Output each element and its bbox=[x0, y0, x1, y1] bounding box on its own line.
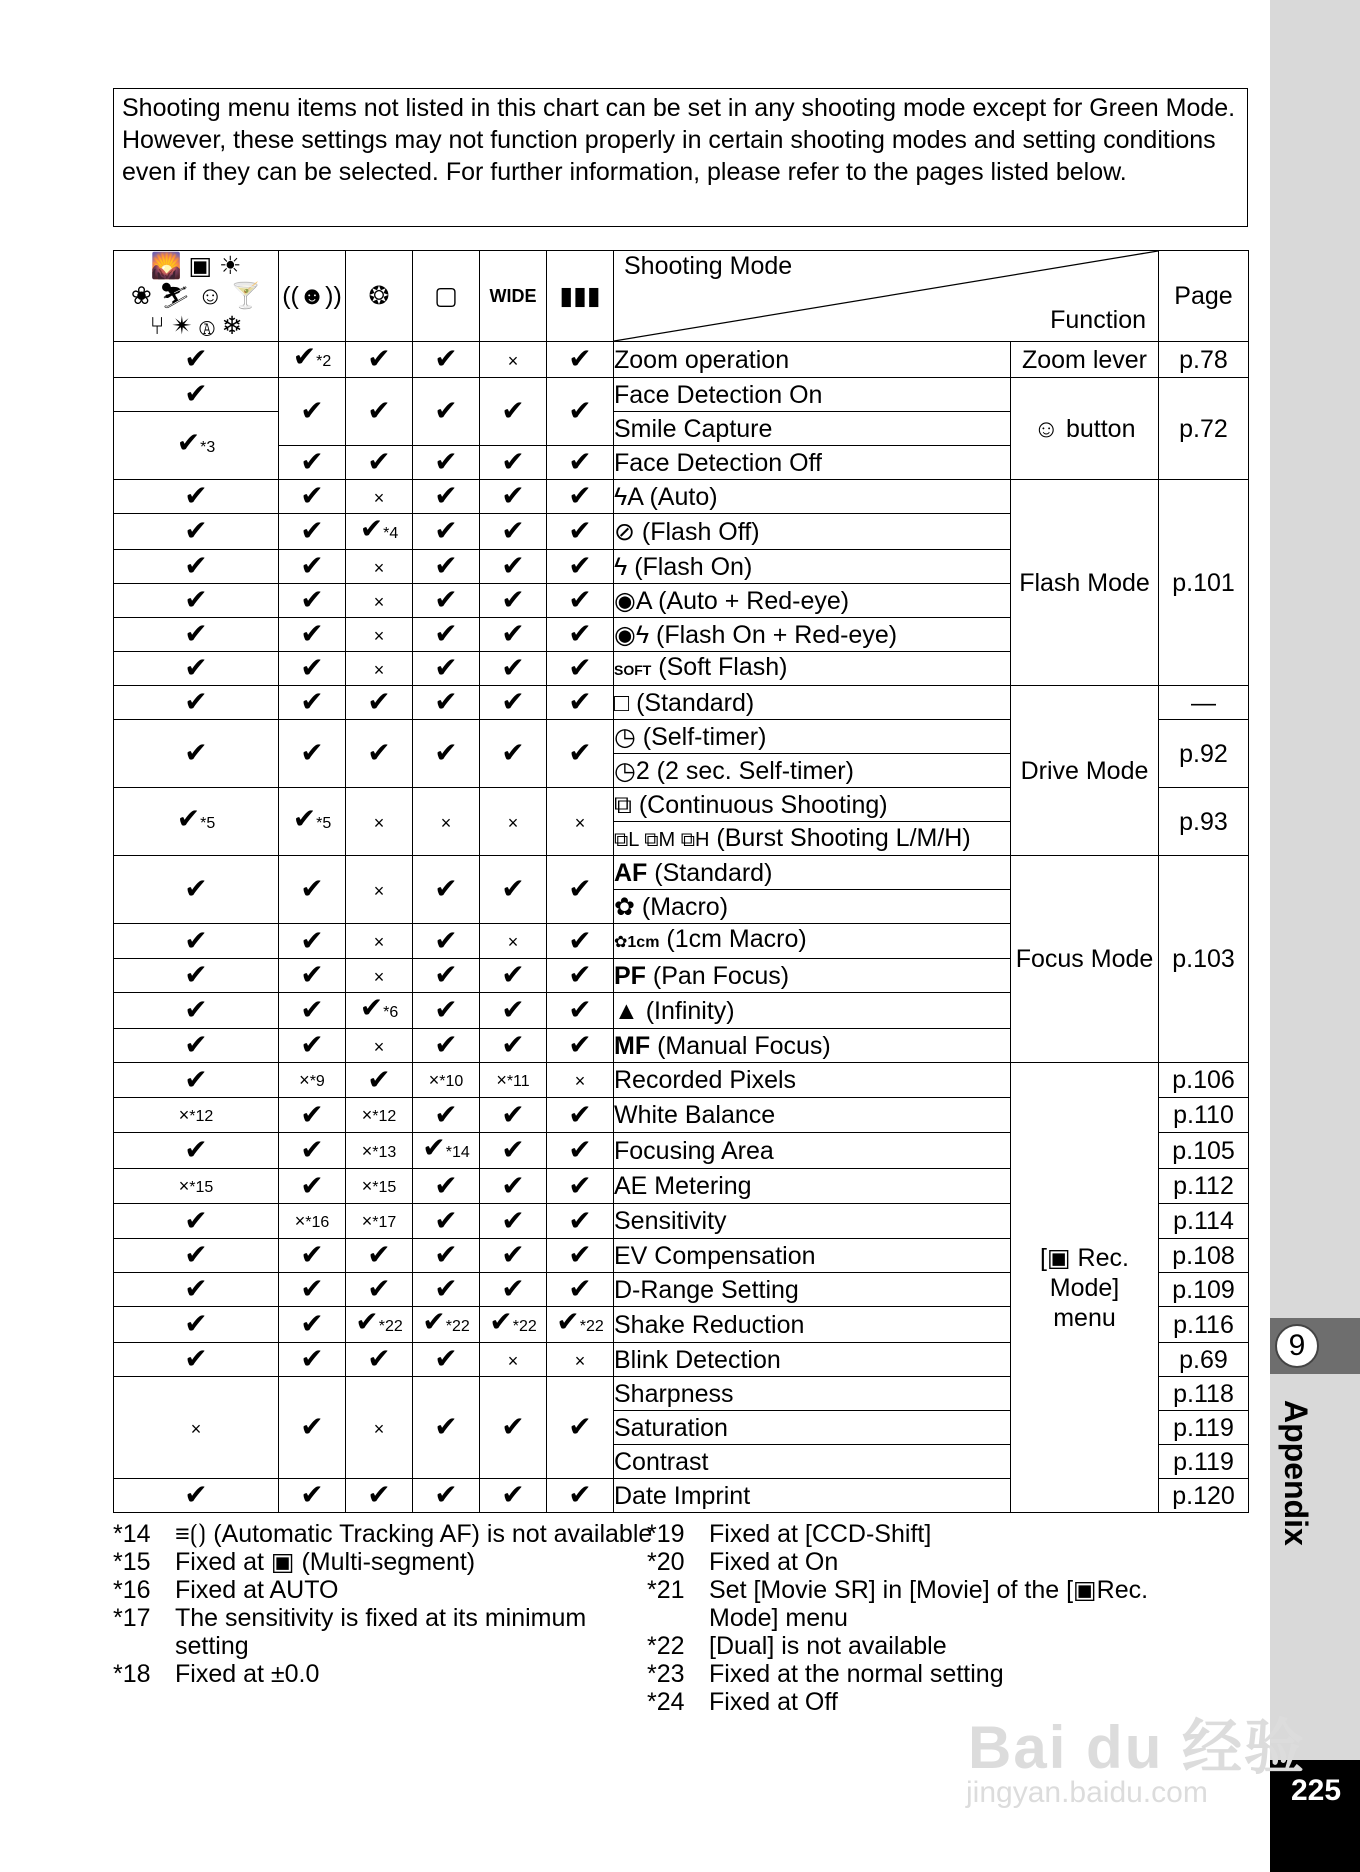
mark: ×*17 bbox=[346, 1204, 413, 1239]
mark: × bbox=[413, 788, 480, 856]
mark: ✔ bbox=[279, 1133, 346, 1169]
function-name: AF (Standard) bbox=[614, 856, 1011, 890]
mark: ×*9 bbox=[279, 1063, 346, 1098]
mark: ✔ bbox=[413, 1029, 480, 1063]
footnotes-right bbox=[647, 1520, 1187, 1716]
mark: ✔ bbox=[114, 686, 279, 720]
mark: ✔ bbox=[480, 480, 547, 514]
mark: ✔ bbox=[279, 924, 346, 959]
mark: ✔ bbox=[279, 959, 346, 993]
mark: ✔ bbox=[480, 584, 547, 618]
page-ref: p.103 bbox=[1159, 856, 1249, 1063]
function-name: SOFT (Soft Flash) bbox=[614, 652, 1011, 686]
function-name: ✿ (Macro) bbox=[614, 890, 1011, 924]
page-ref: p.109 bbox=[1159, 1273, 1249, 1307]
wide-mode-icon: WIDE bbox=[480, 251, 547, 342]
mark: ✔ bbox=[547, 1377, 614, 1479]
chapter-number: 9 bbox=[1275, 1324, 1319, 1368]
mark: ✔ bbox=[480, 720, 547, 788]
mark: ✔ bbox=[547, 480, 614, 514]
mark: ✔ bbox=[480, 1377, 547, 1479]
page-ref: p.119 bbox=[1159, 1411, 1249, 1445]
baidu-watermark-url: jingyan.baidu.com bbox=[966, 1776, 1208, 1809]
mark: ✔ bbox=[480, 1098, 547, 1133]
mark: ×*10 bbox=[413, 1063, 480, 1098]
mark: ✔ bbox=[480, 686, 547, 720]
mark: ✔ bbox=[346, 686, 413, 720]
mark: ✔ bbox=[413, 1377, 480, 1479]
function-name: Sharpness bbox=[614, 1377, 1011, 1411]
mark: ✔ bbox=[413, 720, 480, 788]
mark: ✔ bbox=[547, 514, 614, 550]
mark: ✔ bbox=[547, 342, 614, 378]
mark: × bbox=[346, 788, 413, 856]
mark: ✔ bbox=[114, 480, 279, 514]
function-name: ✿1cm (1cm Macro) bbox=[614, 924, 1011, 959]
mark: × bbox=[346, 550, 413, 584]
function-name: ϟ (Flash On) bbox=[614, 550, 1011, 584]
footnotes-left bbox=[113, 1520, 653, 1688]
page-ref: p.119 bbox=[1159, 1445, 1249, 1479]
digital-sr-mode-icon: ❂ bbox=[346, 251, 413, 342]
function-name: ⧉L ⧉M ⧉H (Burst Shooting L/M/H) bbox=[614, 822, 1011, 856]
scene-icons-row1: 🌄 ▣ ☀ bbox=[150, 252, 242, 280]
mark: ✔ bbox=[480, 618, 547, 652]
function-name: Face Detection On bbox=[614, 378, 1011, 412]
red-eye-flash-icon: ◉ϟ bbox=[614, 620, 650, 649]
mark: ✔ bbox=[480, 1273, 547, 1307]
pan-focus-icon: PF bbox=[614, 961, 646, 990]
mark: ✔ bbox=[480, 1239, 547, 1273]
mark: ✔ bbox=[480, 652, 547, 686]
mark: ✔ bbox=[346, 1063, 413, 1098]
mark: ✔ bbox=[413, 1098, 480, 1133]
mark: ✔ bbox=[279, 993, 346, 1029]
function-name: AE Metering bbox=[614, 1169, 1011, 1204]
mark: ✔ bbox=[480, 1169, 547, 1204]
mark: ✔ bbox=[413, 686, 480, 720]
mark: ✔ bbox=[413, 1343, 480, 1377]
mark: × bbox=[346, 1029, 413, 1063]
scene-modes-icon-group bbox=[114, 251, 279, 342]
mark: ✔ bbox=[114, 1343, 279, 1377]
mark: ✔ bbox=[346, 1239, 413, 1273]
mark: ✔ bbox=[547, 1029, 614, 1063]
mark: × bbox=[547, 1343, 614, 1377]
mark: ✔ bbox=[279, 686, 346, 720]
page-ref: p.101 bbox=[1159, 480, 1249, 686]
function-control: Focus Mode bbox=[1011, 856, 1159, 1063]
function-name: Date Imprint bbox=[614, 1479, 1011, 1513]
mark: ✔ bbox=[547, 993, 614, 1029]
multi-segment-icon: ▣ bbox=[270, 1548, 295, 1576]
mark: ✔ bbox=[346, 342, 413, 378]
mark: ✔*22 bbox=[480, 1307, 547, 1343]
table-row bbox=[114, 480, 1249, 514]
mark: ✔ bbox=[279, 618, 346, 652]
footnote: *15 Fixed at ▣ (Multi-segment) bbox=[113, 1548, 476, 1576]
function-name: Sensitivity bbox=[614, 1204, 1011, 1239]
function-control: Drive Mode bbox=[1011, 686, 1159, 856]
mark: × bbox=[547, 788, 614, 856]
function-name: ◷2 (2 sec. Self-timer) bbox=[614, 754, 1011, 788]
footnote: *16 Fixed at AUTO bbox=[113, 1576, 339, 1604]
page-ref: p.114 bbox=[1159, 1204, 1249, 1239]
macro-1cm-icon: ✿1cm bbox=[614, 934, 660, 951]
continuous-icon: ⧉ bbox=[614, 790, 632, 819]
mark: ✔ bbox=[413, 550, 480, 584]
mark: ✔ bbox=[114, 924, 279, 959]
mark: ✔ bbox=[114, 959, 279, 993]
mark: ✔ bbox=[114, 1239, 279, 1273]
mark: ✔ bbox=[279, 652, 346, 686]
mark: × bbox=[547, 1063, 614, 1098]
table-row bbox=[114, 378, 1249, 412]
mark: × bbox=[114, 1377, 279, 1479]
function-name: MF (Manual Focus) bbox=[614, 1029, 1011, 1063]
function-name: ⊘ (Flash Off) bbox=[614, 514, 1011, 550]
page-ref: p.93 bbox=[1159, 788, 1249, 856]
red-eye-auto-icon: ◉A bbox=[614, 586, 652, 615]
mark: ✔ bbox=[114, 342, 279, 378]
function-control: Flash Mode bbox=[1011, 480, 1159, 686]
mark: × bbox=[480, 342, 547, 378]
mark: ✔ bbox=[413, 924, 480, 959]
mark: ✔ bbox=[413, 378, 480, 446]
mark: ✔ bbox=[114, 1273, 279, 1307]
mark: ✔ bbox=[480, 550, 547, 584]
mark: ✔ bbox=[114, 993, 279, 1029]
mark: ✔ bbox=[279, 1273, 346, 1307]
mark: ✔ bbox=[114, 618, 279, 652]
table-row bbox=[114, 686, 1249, 720]
page-ref: p.92 bbox=[1159, 720, 1249, 788]
mark: ✔ bbox=[547, 1169, 614, 1204]
mark: ✔ bbox=[413, 1204, 480, 1239]
mark: ✔ bbox=[346, 446, 413, 480]
mark: ✔ bbox=[114, 1063, 279, 1098]
function-name: □ (Standard) bbox=[614, 686, 1011, 720]
macro-icon: ✿ bbox=[614, 892, 635, 921]
camera-icon: ▣ bbox=[1073, 1576, 1097, 1604]
function-name: Shake Reduction bbox=[614, 1307, 1011, 1343]
function-name: ▲ (Infinity) bbox=[614, 993, 1011, 1029]
mark: ✔ bbox=[480, 993, 547, 1029]
mark: ✔*22 bbox=[413, 1307, 480, 1343]
scene-icons-row3: ⑂ ✴ Ⓐ ❄ bbox=[149, 312, 243, 340]
mark: ✔ bbox=[547, 1204, 614, 1239]
single-frame-icon: □ bbox=[614, 688, 630, 717]
mark: ✔ bbox=[413, 1239, 480, 1273]
chapter-sidebar bbox=[1270, 0, 1360, 1872]
mark: ✔ bbox=[480, 959, 547, 993]
manual-focus-icon: MF bbox=[614, 1031, 651, 1060]
footnote: *20 Fixed at On bbox=[647, 1548, 839, 1576]
mark: ✔ bbox=[413, 1169, 480, 1204]
mark: ✔ bbox=[547, 1479, 614, 1513]
mark: ✔ bbox=[480, 1029, 547, 1063]
mark: ✔ bbox=[279, 856, 346, 924]
mark: ✔ bbox=[114, 856, 279, 924]
mark: ✔ bbox=[547, 618, 614, 652]
mark: ×*16 bbox=[279, 1204, 346, 1239]
mark: ✔ bbox=[413, 480, 480, 514]
mark: ✔ bbox=[413, 993, 480, 1029]
mark: × bbox=[346, 924, 413, 959]
function-name: ◷ (Self-timer) bbox=[614, 720, 1011, 754]
mark: ✔*22 bbox=[346, 1307, 413, 1343]
mark: ✔ bbox=[413, 856, 480, 924]
function-name: Face Detection Off bbox=[614, 446, 1011, 480]
mark: ✔ bbox=[279, 1239, 346, 1273]
mark: ✔ bbox=[114, 584, 279, 618]
mark: ✔ bbox=[279, 1479, 346, 1513]
page-ref: p.69 bbox=[1159, 1343, 1249, 1377]
function-name: Blink Detection bbox=[614, 1343, 1011, 1377]
mark: × bbox=[480, 788, 547, 856]
mark: ✔ bbox=[114, 550, 279, 584]
function-name: PF (Pan Focus) bbox=[614, 959, 1011, 993]
mark: ✔ bbox=[547, 378, 614, 446]
mark: ✔ bbox=[346, 1273, 413, 1307]
mark: ×*12 bbox=[346, 1098, 413, 1133]
mark: × bbox=[346, 480, 413, 514]
function-name: Focusing Area bbox=[614, 1133, 1011, 1169]
mark: × bbox=[480, 1343, 547, 1377]
mark: ✔ bbox=[547, 1133, 614, 1169]
mark: ✔*2 bbox=[279, 342, 346, 378]
mark: ✔ bbox=[346, 378, 413, 446]
mark: ✔ bbox=[346, 1343, 413, 1377]
function-name: D-Range Setting bbox=[614, 1273, 1011, 1307]
mark: ✔ bbox=[413, 652, 480, 686]
mark: ✔ bbox=[547, 1273, 614, 1307]
mark: ✔ bbox=[480, 1479, 547, 1513]
mark: ×*12 bbox=[114, 1098, 279, 1133]
scene-icons-row2: ❀ ⛷ ☺ 🍸 bbox=[130, 282, 262, 310]
mark: ✔ bbox=[279, 480, 346, 514]
page-ref: p.116 bbox=[1159, 1307, 1249, 1343]
frame-composite-mode-icon: ▢ bbox=[413, 251, 480, 342]
function-name: ◉ϟ (Flash On + Red-eye) bbox=[614, 618, 1011, 652]
mark: ✔ bbox=[547, 1239, 614, 1273]
shooting-mode-function-header bbox=[614, 251, 1159, 342]
function-name: ϟA (Auto) bbox=[614, 480, 1011, 514]
mark: ✔*14 bbox=[413, 1133, 480, 1169]
mark: ✔ bbox=[413, 1273, 480, 1307]
mark: ✔ bbox=[413, 618, 480, 652]
footnote: *14 ≡⟮⟯ (Automatic Tracking AF) is not available bbox=[113, 1520, 653, 1548]
function-control: ☺ button bbox=[1011, 378, 1159, 480]
page-ref: p.108 bbox=[1159, 1239, 1249, 1273]
mark: ✔ bbox=[279, 1029, 346, 1063]
mark: ×*15 bbox=[114, 1169, 279, 1204]
mark: × bbox=[346, 959, 413, 993]
af-icon: AF bbox=[614, 858, 648, 887]
mark: ✔ bbox=[279, 1169, 346, 1204]
mark: × bbox=[346, 584, 413, 618]
table-row bbox=[114, 342, 1249, 378]
intro-note: Shooting menu items not listed in this chart can be set in any shooting mode except for Green Mode. However, these settings may not function properly in certain shooting modes and setting conditions even if they can be selected. For further information, please refer to the pages listed below. bbox=[113, 88, 1248, 227]
page-number: 225 bbox=[1290, 1774, 1342, 1807]
mark: ✔ bbox=[547, 584, 614, 618]
mark: ✔ bbox=[547, 550, 614, 584]
infinity-icon: ▲ bbox=[614, 996, 639, 1025]
mark: ✔ bbox=[279, 550, 346, 584]
flash-off-icon: ⊘ bbox=[614, 517, 635, 546]
page-ref: p.106 bbox=[1159, 1063, 1249, 1098]
shooting-menu-table bbox=[113, 250, 1249, 1513]
function-label: Function bbox=[1050, 306, 1146, 334]
footnote: *17 The sensitivity is fixed at its minimum setting bbox=[113, 1604, 587, 1660]
page-ref: p.110 bbox=[1159, 1098, 1249, 1133]
page-header: Page bbox=[1159, 251, 1249, 342]
footnote: *22 [Dual] is not available bbox=[647, 1632, 947, 1660]
function-name: ◉A (Auto + Red-eye) bbox=[614, 584, 1011, 618]
mark: ✔ bbox=[480, 378, 547, 446]
mark: ✔ bbox=[279, 514, 346, 550]
function-name: Smile Capture bbox=[614, 412, 1011, 446]
page-ref: — bbox=[1159, 686, 1249, 720]
mark: ✔ bbox=[547, 924, 614, 959]
mark: ✔ bbox=[547, 720, 614, 788]
footnote: *23 Fixed at the normal setting bbox=[647, 1660, 1004, 1688]
function-control: [▣ Rec. Mode] menu bbox=[1011, 1063, 1159, 1513]
mark: ✔ bbox=[480, 514, 547, 550]
tracking-af-icon: ≡⟮⟯ bbox=[175, 1520, 207, 1548]
function-name: Saturation bbox=[614, 1411, 1011, 1445]
mark: ✔ bbox=[480, 446, 547, 480]
function-name: Zoom operation bbox=[614, 342, 1011, 378]
table-row bbox=[114, 1063, 1249, 1098]
mark: ✔ bbox=[114, 1307, 279, 1343]
mark: ✔ bbox=[114, 720, 279, 788]
function-name: Recorded Pixels bbox=[614, 1063, 1011, 1098]
mark: ✔ bbox=[114, 514, 279, 550]
mark: ✔ bbox=[480, 1204, 547, 1239]
function-name: White Balance bbox=[614, 1098, 1011, 1133]
flash-auto-icon: ϟA bbox=[614, 482, 643, 511]
mark: ✔ bbox=[547, 856, 614, 924]
footnote: *19 Fixed at [CCD-Shift] bbox=[647, 1520, 932, 1548]
mark: ✔ bbox=[413, 446, 480, 480]
page-ref: p.118 bbox=[1159, 1377, 1249, 1411]
mark: ✔ bbox=[114, 1479, 279, 1513]
mark: × bbox=[346, 618, 413, 652]
mark: ✔ bbox=[480, 856, 547, 924]
mark: ✔*5 bbox=[114, 788, 279, 856]
footnote: *18 Fixed at ±0.0 bbox=[113, 1660, 320, 1688]
mark: ✔ bbox=[413, 1479, 480, 1513]
burst-icons: ⧉L ⧉M ⧉H bbox=[614, 828, 710, 851]
mark: ×*15 bbox=[346, 1169, 413, 1204]
mark: × bbox=[346, 856, 413, 924]
mark: ✔*5 bbox=[279, 788, 346, 856]
self-timer-icon: ◷ bbox=[614, 722, 636, 751]
mark: ✔ bbox=[114, 1133, 279, 1169]
function-name: ⧉ (Continuous Shooting) bbox=[614, 788, 1011, 822]
shooting-mode-label: Shooting Mode bbox=[624, 252, 793, 280]
page-ref: p.72 bbox=[1159, 378, 1249, 480]
chapter-title: Appendix bbox=[1278, 1400, 1314, 1546]
mark: ✔ bbox=[413, 342, 480, 378]
table-header-row bbox=[114, 251, 1249, 342]
mark: ✔ bbox=[279, 1377, 346, 1479]
mark: ✔ bbox=[114, 378, 279, 412]
function-name: Contrast bbox=[614, 1445, 1011, 1479]
mark: ✔ bbox=[279, 446, 346, 480]
mark: ✔ bbox=[547, 652, 614, 686]
mark: ✔ bbox=[279, 1343, 346, 1377]
function-name: EV Compensation bbox=[614, 1239, 1011, 1273]
mark: × bbox=[346, 652, 413, 686]
mark: ✔ bbox=[114, 1204, 279, 1239]
mark: × bbox=[480, 924, 547, 959]
mark: ✔*3 bbox=[114, 412, 279, 480]
mark: ✔ bbox=[547, 959, 614, 993]
mark: ✔ bbox=[279, 1098, 346, 1133]
mark: ✔*4 bbox=[346, 514, 413, 550]
footnote: *24 Fixed at Off bbox=[647, 1688, 838, 1716]
mark: ×*11 bbox=[480, 1063, 547, 1098]
mark: ✔ bbox=[547, 686, 614, 720]
table-row bbox=[114, 856, 1249, 890]
self-timer-2sec-icon: ◷2 bbox=[614, 756, 650, 785]
soft-flash-icon: SOFT bbox=[614, 662, 652, 678]
page-ref: p.112 bbox=[1159, 1169, 1249, 1204]
mark: ✔ bbox=[279, 584, 346, 618]
mark: ✔ bbox=[346, 720, 413, 788]
page-ref: p.78 bbox=[1159, 342, 1249, 378]
mark: ✔ bbox=[480, 1133, 547, 1169]
mark: ✔ bbox=[279, 720, 346, 788]
mark: ✔ bbox=[547, 1098, 614, 1133]
mark: ✔ bbox=[413, 514, 480, 550]
footnote: *21 Set [Movie SR] in [Movie] of the [▣Rec. Mode] menu bbox=[647, 1576, 1149, 1632]
mark: ✔ bbox=[279, 378, 346, 446]
function-control: Zoom lever bbox=[1011, 342, 1159, 378]
page-ref: p.120 bbox=[1159, 1479, 1249, 1513]
mark: × bbox=[346, 1377, 413, 1479]
anti-shake-mode-icon: ((☻)) bbox=[279, 251, 346, 342]
mark: ✔ bbox=[346, 1479, 413, 1513]
baidu-watermark-logo: Bai du 经验 bbox=[968, 1714, 1307, 1781]
mark: ✔ bbox=[413, 584, 480, 618]
mark: ✔*22 bbox=[547, 1307, 614, 1343]
panorama-mode-icon: ▮▮▮ bbox=[547, 251, 614, 342]
mark: ×*13 bbox=[346, 1133, 413, 1169]
mark: ✔ bbox=[114, 1029, 279, 1063]
mark: ✔ bbox=[279, 1307, 346, 1343]
page-ref: p.105 bbox=[1159, 1133, 1249, 1169]
mark: ✔*6 bbox=[346, 993, 413, 1029]
flash-on-icon: ϟ bbox=[614, 552, 628, 581]
mark: ✔ bbox=[413, 959, 480, 993]
mark: ✔ bbox=[547, 446, 614, 480]
mark: ✔ bbox=[114, 652, 279, 686]
